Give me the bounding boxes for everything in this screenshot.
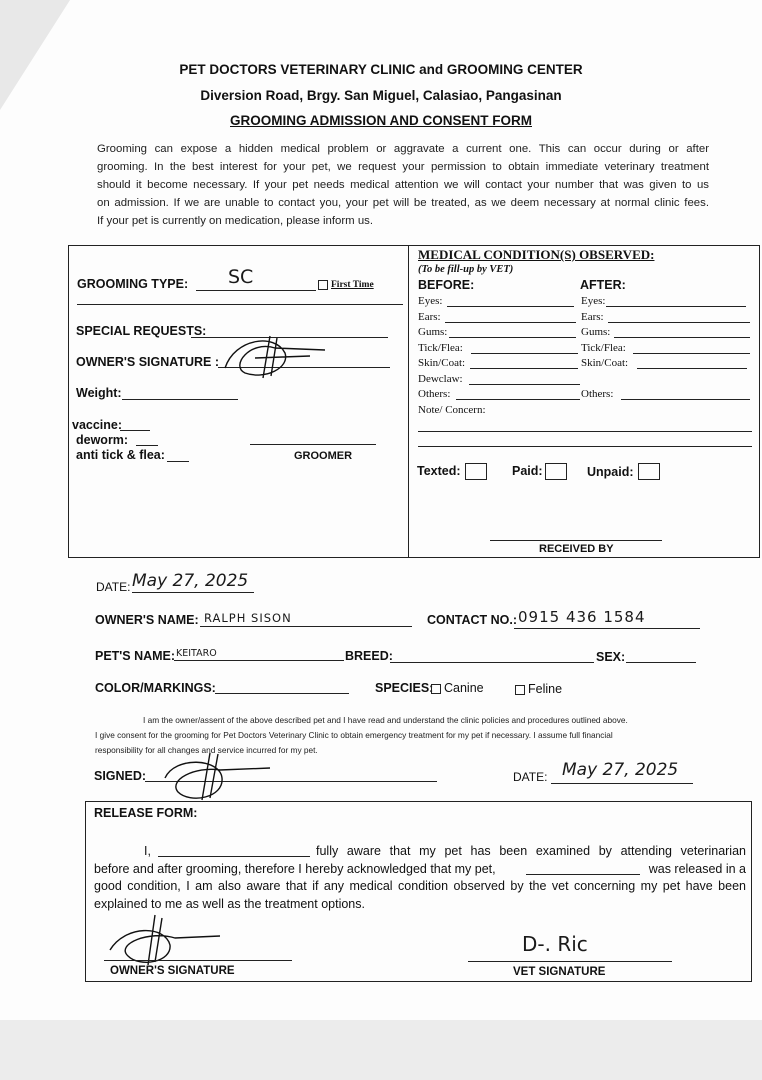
unpaid-checkbox[interactable] — [638, 463, 660, 480]
release-text: good condition, I am also aware that if any medical condition observed by the vet concerning my pet have been — [94, 879, 746, 893]
release-text: before and after grooming, therefore I hereby acknowledged that my pet, — [94, 861, 496, 876]
intro-line: If your pet is currently on medication, please inform us. — [97, 215, 374, 227]
medical-row-label: Others: — [581, 388, 614, 400]
consent-line: I am the owner/assent of the above described pet and I have read and understand the clinic policies and procedures outlined above. — [143, 715, 628, 725]
medical-row-label: Skin/Coat: — [418, 357, 466, 369]
canine-checkbox[interactable] — [431, 684, 441, 694]
vaccine-line — [120, 430, 150, 431]
medical-row-line[interactable] — [614, 337, 750, 338]
intro-paragraph — [97, 140, 709, 230]
consent-date-value: May 27, 2025 — [562, 760, 679, 780]
first-time-option — [318, 280, 374, 290]
color-markings-line — [215, 693, 349, 694]
medical-row-line[interactable] — [447, 306, 574, 307]
medical-condition-title: MEDICAL CONDITION(S) OBSERVED: — [418, 247, 655, 262]
note-concern-label: Note/ Concern: — [418, 404, 486, 416]
anti-tick-line — [167, 461, 189, 462]
grooming-type-label: GROOMING TYPE: — [77, 277, 189, 291]
texted-label: Texted: — [417, 464, 461, 478]
weight-line — [122, 399, 238, 400]
contact-line — [514, 628, 700, 629]
intro-line: grooming. In the best interest for your pet, we request your permission to obtain immediate veterinary treatment — [97, 161, 709, 173]
table-divider — [408, 245, 409, 558]
owner-signature-scribble-3 — [100, 910, 230, 970]
consent-line: responsibility for all changes and service incurred for my pet. — [95, 745, 318, 755]
medical-row-line[interactable] — [445, 322, 576, 323]
medical-row-line[interactable] — [449, 337, 576, 338]
deworm-line — [136, 445, 158, 446]
feline-label: Feline — [528, 682, 563, 696]
breed-line — [390, 662, 594, 663]
owners-signature-label: OWNER'S SIGNATURE : — [76, 355, 220, 369]
clinic-name: PET DOCTORS VETERINARY CLINIC and GROOMING CENTER — [179, 62, 583, 77]
intro-line: should it become necessary. If your pet needs medical attention we will contact your number that was given to us — [97, 179, 709, 191]
medical-row-label: Ears: — [581, 310, 604, 323]
groomer-line — [250, 444, 376, 445]
medical-row-label: Eyes: — [418, 295, 443, 307]
release-text: was released in a — [648, 861, 746, 876]
note-line-2 — [418, 446, 752, 447]
vet-fillup-note: (To be fill-up by VET) — [418, 264, 514, 275]
date-line — [132, 592, 254, 593]
medical-row-line[interactable] — [471, 353, 578, 354]
after-label: AFTER: — [580, 278, 626, 292]
paid-checkbox[interactable] — [545, 463, 567, 480]
owner-name-label: OWNER'S NAME: — [95, 613, 199, 627]
first-time-checkbox[interactable] — [318, 280, 328, 290]
special-requests-label: SPECIAL REQUESTS: — [76, 324, 207, 338]
release-pet-line — [526, 874, 640, 875]
release-text: fully aware that my pet has been examined by attending veterinarian — [316, 844, 746, 858]
before-label: BEFORE: — [418, 278, 475, 292]
color-markings-label: COLOR/MARKINGS: — [95, 681, 216, 695]
medical-row-label: Others: — [418, 388, 451, 400]
consent-date-label: DATE: — [513, 770, 548, 784]
grooming-extra-line — [77, 304, 403, 305]
sex-line — [626, 662, 696, 663]
vet-signature-value: D-. Ric — [522, 932, 588, 956]
consent-date-line — [551, 783, 693, 784]
owner-sig-line — [104, 960, 292, 961]
pet-name-value: KEITARO — [176, 648, 217, 659]
medical-row-label: Ears: — [418, 310, 441, 323]
owner-name-value: RALPH SISON — [204, 611, 292, 625]
grooming-type-line — [196, 290, 316, 291]
medical-row-label: Eyes: — [581, 295, 606, 307]
owner-signature-scribble-1 — [215, 328, 335, 383]
vet-sig-line — [468, 961, 672, 962]
texted-checkbox[interactable] — [465, 463, 487, 480]
received-by-label: RECEIVED BY — [539, 543, 614, 555]
anti-tick-label: anti tick & flea: — [76, 448, 165, 462]
feline-option — [515, 682, 562, 696]
canine-label: Canine — [444, 681, 484, 695]
scanner-margin — [0, 1020, 762, 1080]
pet-name-line — [174, 660, 344, 661]
medical-row-line[interactable] — [637, 368, 747, 369]
release-paragraph — [94, 843, 746, 913]
medical-row-label: Skin/Coat: — [581, 357, 629, 369]
consent-line: I give consent for the grooming for Pet Doctors Veterinary Clinic to obtain emergency treatment for my pet if necessary. I assume full financial — [95, 730, 613, 740]
note-line-1 — [418, 431, 752, 432]
medical-row-line[interactable] — [608, 322, 750, 323]
release-form-title: RELEASE FORM: — [94, 806, 198, 820]
release-line — [94, 843, 746, 861]
sex-label: SEX: — [596, 650, 626, 664]
contact-label: CONTACT NO.: — [427, 613, 518, 627]
release-i-label: I, — [144, 844, 151, 858]
intro-line: on admission. If we are unable to contact you, your pet will be treated, as we deem necessary at normal clinic fees. — [97, 197, 709, 209]
medical-row-label: Tick/Flea: — [418, 341, 463, 354]
medical-row-label: Tick/Flea: — [581, 341, 626, 354]
date-label: DATE: — [96, 580, 131, 594]
medical-row-line[interactable] — [456, 399, 580, 400]
species-label: SPECIES: — [375, 681, 434, 695]
owner-signature-scribble-2 — [150, 748, 280, 806]
medical-row-line[interactable] — [470, 368, 578, 369]
first-time-label: First Time — [331, 280, 374, 291]
vet-sig-label: VET SIGNATURE — [513, 966, 606, 978]
medical-row-line[interactable] — [633, 353, 750, 354]
release-line — [94, 861, 746, 879]
grooming-type-value: SC — [228, 266, 254, 288]
clinic-address: Diversion Road, Brgy. San Miguel, Calasiao, Pangasinan — [200, 88, 562, 103]
medical-row-line[interactable] — [606, 306, 746, 307]
canine-option — [431, 681, 484, 695]
weight-label: Weight: — [76, 386, 122, 400]
owner-sig-label: OWNER'S SIGNATURE — [110, 965, 235, 977]
admission-table — [68, 245, 760, 558]
breed-label: BREED: — [345, 649, 393, 663]
groomer-label: GROOMER — [294, 450, 353, 462]
date-value: May 27, 2025 — [132, 571, 249, 591]
feline-checkbox[interactable] — [515, 685, 525, 695]
medical-row-label: Gums: — [418, 326, 448, 338]
intro-line: Grooming can expose a hidden medical problem or aggravate a current one. This can occur during or after — [97, 143, 709, 155]
signed-label: SIGNED: — [94, 769, 147, 783]
owner-name-line — [200, 626, 412, 627]
paid-label: Paid: — [512, 464, 543, 478]
medical-row-label: Dewclaw: — [418, 372, 463, 385]
release-name-line — [158, 856, 310, 857]
medical-row-line[interactable] — [469, 384, 580, 385]
deworm-label: deworm: — [76, 433, 129, 447]
vaccine-label: vaccine: — [72, 418, 123, 432]
pet-name-label: PET'S NAME: — [95, 649, 176, 663]
medical-row-line[interactable] — [621, 399, 750, 400]
release-text: explained to me as well as the treatment options. — [94, 896, 365, 911]
form-title: GROOMING ADMISSION AND CONSENT FORM — [230, 113, 532, 128]
medical-row-label: Gums: — [581, 326, 611, 338]
received-by-line — [490, 540, 662, 541]
unpaid-label: Unpaid: — [587, 465, 634, 479]
contact-value: 0915 436 1584 — [518, 608, 646, 626]
